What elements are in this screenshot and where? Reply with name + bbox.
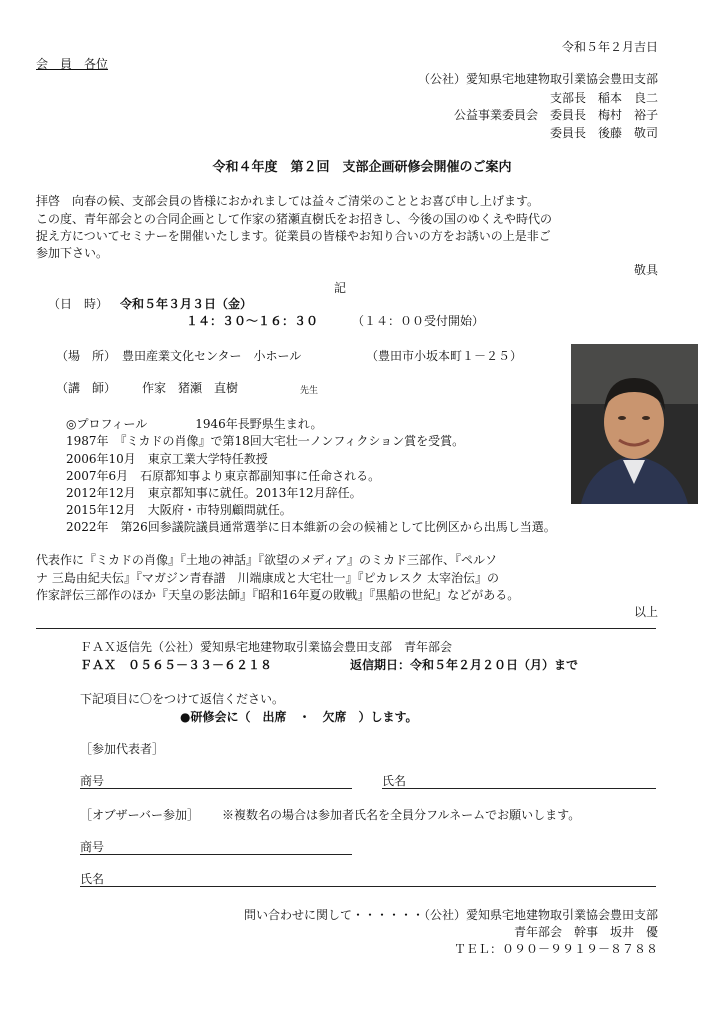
profile-line-4: 2007年6月 石原都知事より東京都副知事に任命される。 bbox=[66, 469, 381, 483]
profile-line-1: ◎プロフィール 1946年長野県生まれ。 bbox=[66, 417, 323, 431]
profile-line-2: 1987年 『ミカドの肖像』で第18回大宅壮一ノンフィクション賞を受賞。 bbox=[66, 434, 465, 448]
instruction: 下記項目に〇をつけて返信ください。 bbox=[80, 692, 285, 706]
observer-label: ［オブザーバー参加］ bbox=[80, 808, 200, 822]
observer-trade-field[interactable] bbox=[80, 854, 352, 855]
place-address: （豊田市小坂本町１－２５） bbox=[366, 349, 523, 363]
time-value: １４：３０〜１６：３０ bbox=[186, 314, 319, 328]
works-line-2: ナ 三島由紀夫伝』『マガジン青春譜 川端康成と大宅壮一』『ピカレスク 太宰治伝』の bbox=[36, 571, 499, 585]
contact-tel: ＴＥＬ：０９０－９９１９－８７８８ bbox=[453, 942, 658, 956]
name-label: 氏名 bbox=[382, 774, 407, 788]
datetime-label: （日 時） bbox=[48, 297, 109, 311]
addressee: 会 員 各位 bbox=[36, 57, 109, 71]
lecturer-photo bbox=[571, 344, 698, 504]
portrait-image bbox=[571, 344, 698, 504]
body-line-2: この度、青年部会との合同企画として作家の猪瀬直樹氏をお招きし、今後の国のゆくえや時代の bbox=[36, 212, 553, 226]
fax-destination: ＦＡＸ返信先（公社）愛知県宅地建物取引業協会豊田支部 青年部会 bbox=[80, 640, 453, 654]
name-field[interactable] bbox=[382, 788, 656, 789]
lecturer-value: 作家 猪瀬 直樹 bbox=[142, 381, 239, 395]
attendance-choice[interactable]: ●研修会に（ 出席 ・ 欠席 ）します。 bbox=[180, 710, 418, 724]
body-line-4: 参加下さい。 bbox=[36, 246, 109, 260]
sender-committee: 公益事業委員会 委員長 梅村 裕子 bbox=[453, 108, 658, 122]
observer-trade-label: 商号 bbox=[80, 840, 105, 854]
profile-line-5: 2012年12月 東京都知事に就任。2013年12月辞任。 bbox=[66, 486, 362, 500]
sender-org: （公社）愛知県宅地建物取引業協会豊田支部 bbox=[417, 72, 658, 86]
lecturer-suffix: 先生 bbox=[300, 386, 319, 396]
works-line-1: 代表作に『ミカドの肖像』『土地の神話』『欲望のメディア』のミカド三部作、『ペルソ bbox=[36, 553, 498, 567]
profile-line-3: 2006年10月 東京工業大学特任教授 bbox=[66, 452, 268, 466]
place-label: （場 所） bbox=[56, 349, 117, 363]
trade-name-field[interactable] bbox=[80, 788, 352, 789]
contact-line-2: 青年部会 幹事 坂井 優 bbox=[513, 925, 658, 939]
trade-name-label: 商号 bbox=[80, 774, 105, 788]
issue-date: 令和５年２月吉日 bbox=[561, 40, 658, 54]
profile-line-7: 2022年 第26回参議院議員通常選挙に日本維新の会の候補として比例区から出馬し当選。 bbox=[66, 520, 556, 534]
reception-time: （１４：００受付開始） bbox=[352, 314, 485, 328]
observer-note: ※複数名の場合は参加者氏名を全員分フルネームでお願いします。 bbox=[222, 808, 581, 822]
reply-deadline: 返信期日：令和５年２月２０日（月）まで bbox=[350, 658, 579, 672]
ijo-mark: 以上 bbox=[633, 605, 658, 619]
ki-mark: 記 bbox=[334, 281, 347, 295]
divider bbox=[36, 628, 656, 629]
body-line-1: 拝啓 向春の候、支部会員の皆様におかれましては益々ご清栄のこととお喜び申し上げます。 bbox=[36, 194, 540, 208]
rep-label: ［参加代表者］ bbox=[80, 742, 165, 756]
closing: 敬具 bbox=[633, 263, 658, 277]
observer-name-field[interactable] bbox=[80, 886, 656, 887]
place-value: 豊田産業文化センター 小ホール bbox=[122, 349, 302, 363]
body-line-3: 捉え方についてセミナーを開催いたします。従業員の皆様やお知り合いの方をお誘いの上是非ご bbox=[36, 229, 551, 243]
contact-line-1: 問い合わせに関して・・・・・・（公社）愛知県宅地建物取引業協会豊田支部 bbox=[243, 908, 658, 922]
fax-number: ＦＡＸ ０５６５－３３－６２１８ bbox=[80, 658, 273, 672]
profile-line-6: 2015年12月 大阪府・市特別顧問就任。 bbox=[66, 503, 292, 517]
sender-committee-chair: 委員長 後藤 敬司 bbox=[549, 126, 658, 140]
works-line-3: 作家評伝三部作のほか『天皇の影法師』『昭和16年夏の敗戦』『黒船の世紀』などがある。 bbox=[36, 588, 520, 602]
sender-chief: 支部長 稲本 良二 bbox=[549, 91, 658, 105]
datetime-value: 令和５年３月３日（金） bbox=[120, 297, 253, 311]
page-title: 令和４年度 第２回 支部企画研修会開催のご案内 bbox=[212, 160, 512, 175]
lecturer-label: （講 師） bbox=[56, 381, 117, 395]
observer-name-label: 氏名 bbox=[80, 872, 105, 886]
